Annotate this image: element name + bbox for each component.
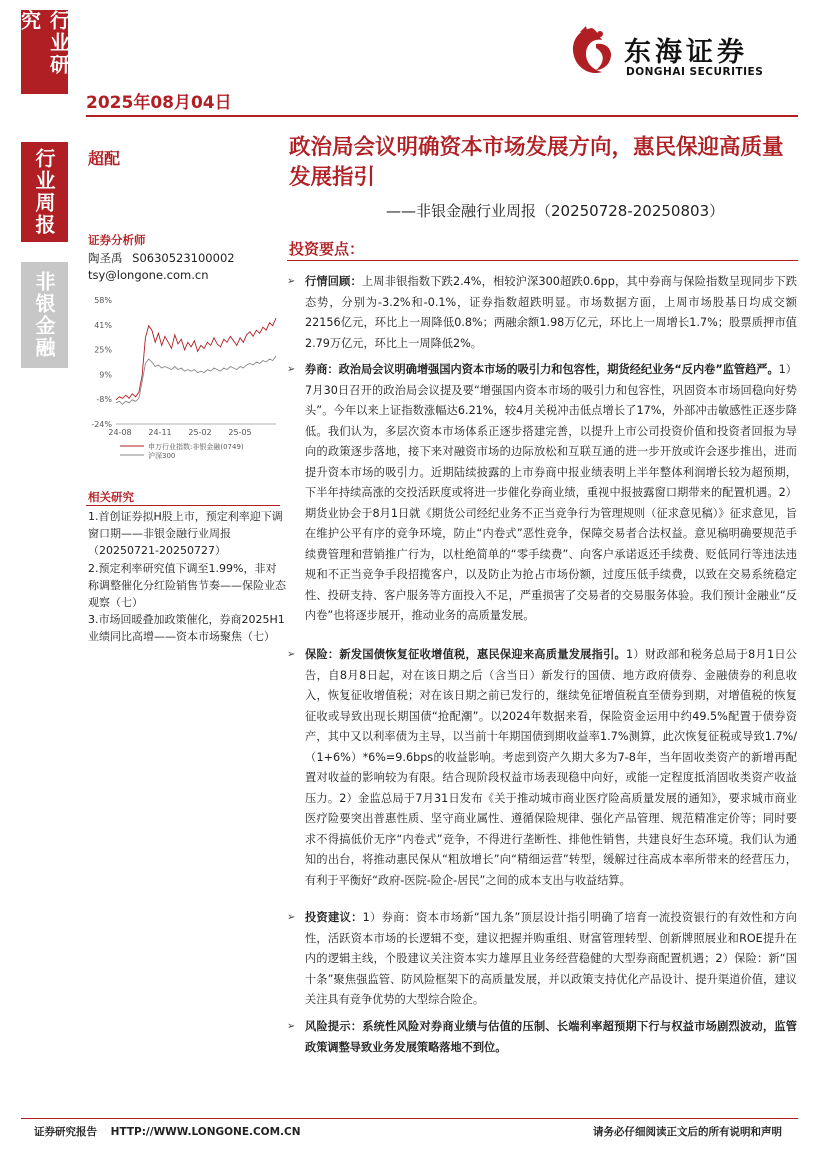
analyst-name-line bbox=[88, 250, 235, 266]
sidebar-tab-weekly: 行业周报 bbox=[21, 142, 68, 242]
company-logo bbox=[566, 24, 796, 84]
report-title: 政治局会议明确资本市场发展方向，惠民保迎高质量发展指引 bbox=[289, 135, 784, 190]
bullet-lead: 保险：新发国债恢复征收增值税，惠民保迎来高质量发展指引。 bbox=[305, 648, 627, 661]
bullet-lead: 行情回顾： bbox=[305, 275, 362, 288]
report-subtitle: ——非银金融行业周报（20250728-20250803） bbox=[386, 202, 725, 220]
performance-chart bbox=[86, 292, 280, 467]
y-tick-label: -8% bbox=[96, 395, 112, 405]
arrow-bullet-icon: ➢ bbox=[287, 649, 296, 660]
bullet-investment-advice bbox=[287, 908, 797, 1011]
arrow-bullet-icon: ➢ bbox=[287, 364, 296, 375]
chart-svg bbox=[86, 292, 280, 467]
series-line-1 bbox=[116, 318, 276, 400]
y-tick-label: 41% bbox=[94, 320, 112, 330]
arrow-bullet-icon: ➢ bbox=[287, 276, 296, 287]
logo-name-cn: 东海证券 bbox=[624, 37, 748, 68]
footer-left bbox=[34, 1124, 301, 1139]
bullet-lead: 券商：政治局会议明确增强国内资本市场的吸引力和包容性，期货经纪业务“反内卷”监管趋严。 bbox=[305, 363, 779, 376]
arrow-bullet-icon: ➢ bbox=[287, 1021, 296, 1032]
header-divider bbox=[86, 115, 798, 117]
related-item-3[interactable]: 3.市场回暖叠加政策催化，券商2025H1业绩同比高增——资本市场聚焦（七） bbox=[88, 613, 285, 644]
logo-name-en: DONGHAI SECURITIES bbox=[626, 66, 764, 78]
analyst-name: 陶圣禹 bbox=[88, 251, 123, 265]
analyst-email[interactable]: tsy@longone.com.cn bbox=[88, 268, 209, 282]
sidebar-tab-sector: 非银金融 bbox=[21, 262, 68, 368]
bullet-brokers bbox=[287, 360, 797, 627]
x-tick-label: 24-08 bbox=[108, 428, 132, 437]
x-tick-label: 24-11 bbox=[148, 428, 172, 437]
bullet-text: 1）券商：资本市场新“国九条”顶层设计指引明确了培育一流投资银行的有效性和方向性，活跃资本市场的长逻辑不变，建议把握并购重组、财富管理转型、创新牌照展业和ROE提升在内的逻辑主线，个股建议关注资本实力雄厚且业务经营稳健的大型券商配置机遇；2）保险：新“国十条”聚焦强监管、防风险框架下的高质量发展，并以政策支持优化产品设计、提升渠道价值，建议关注具有竞争优势的大型综合险企。 bbox=[305, 911, 797, 1006]
bullet-insurance bbox=[287, 645, 797, 891]
series-line-2 bbox=[116, 356, 276, 404]
bullet-text: 1）财政部和税务总局于8月1日公告，自8月8日起，对在该日期之后（含当日）新发行的国债、地方政府债券、金融债券的利息收入，恢复征收增值税；对在该日期之前已发行的，继续免征增值税直至债券到期，对增值税的恢复征收或导致出现长期国债“抢配潮”。以2024年数据来看，保险资金运用中约49.5%配置于债券资产，其中又以利率债为主导，以当前十年期国债到期收益率1.7%测算，此次恢复征税或导致1.7%/（1+6%）*6%=9.6bps的收益影响。考虑到资产久期大多为7-8年，当年固收类资产的新增再配置对收益的影响较为有限。结合现阶段权益市场表现稳中向好，或能一定程度抵消固收类资产收益压力。2）金监总局于7月31日发布《关于推动城市商业医疗险高质量发展的通知》，要求城市商业医疗险要突出普惠性质、坚守商业属性、遵循保险规律、强化产品管理、规范精准定价等；同时要求不得搞低价无序“内卷式”竞争，不得进行垄断性、排他性销售，共建良好生态环境。我们认为通知的出台，将推动惠民保从“粗放增长”向“精细运营”转型，缓解过往高成本率所带来的经营压力，有利于平衡好“政府-医院-险企-居民”之间的成本支出与收益结算。 bbox=[305, 648, 797, 887]
bullet-risk bbox=[287, 1017, 797, 1058]
x-tick-label: 25-05 bbox=[228, 428, 252, 437]
bullet-lead: 风险提示：系统性风险对券商业绩与估值的压制、长端利率超预期下行与权益市场剧烈波动，监管政策调整导致业务发展策略落地不到位。 bbox=[305, 1020, 797, 1054]
analyst-heading: 证券分析师 bbox=[88, 233, 146, 247]
related-item-1[interactable]: 1.首创证券拟H股上市，预定利率迎下调窗口期——非银金融行业周报（20250721-20250727） bbox=[88, 510, 283, 558]
bullet-text: 上周非银指数下跌2.4%，相较沪深300超跌0.6pp，其中券商与保险指数呈现同步下跌态势，分别为-3.2%和-0.1%，证券指数超跌明显。市场数据方面，上周市场股基日均成交额22156亿元，环比上一周降低0.8%；两融余额1.98万亿元，环比上一周增长1.7%；股票质押市值2.79万亿元，环比上一周降低2%。 bbox=[305, 275, 797, 350]
related-heading: 相关研究 bbox=[88, 490, 134, 504]
dragon-logo-icon bbox=[566, 24, 618, 80]
sidebar-tab-industry-research: 行业研究 bbox=[21, 10, 68, 94]
footer-label: 证券研究报告 bbox=[34, 1126, 97, 1138]
legend-label: 申万行业指数:非银金融(0749) bbox=[148, 443, 244, 451]
bullet-market-review bbox=[287, 272, 797, 354]
key-points-heading: 投资要点： bbox=[289, 240, 365, 258]
rating-label: 超配 bbox=[88, 149, 121, 168]
footer-divider bbox=[21, 1118, 798, 1119]
bullet-text: 1）7月30日召开的政治局会议提及要“增强国内资本市场的吸引力和包容性，巩固资本市场回稳向好势头”。今年以来上证指数涨幅达6.21%，较4月关税冲击低点增长了17%，外部冲击敏感性正逐步降低。我们认为，多层次资本市场体系正逐步搭建完善，以提升上市公司投资价值和投资者回报为导向的政策逐步落地，接下来对融资市场的边际放松和互联互通的进一步开放或许会逐步推出，进而提升资本市场的吸引力。近期陆续披露的上市券商中报业绩表明上半年整体利润增长较为超预期，下半年持续高涨的交投活跃度或将进一步催化券商业绩，重视中报披露窗口期带来的配置机遇。2）期货业协会于8月1日就《期货公司经纪业务不正当竞争行为管理规则（征求意见稿）》征求意见，旨在维护公平有序的竞争环境，防止“内卷式”恶性竞争，保障交易者合法权益。意见稿明确要规范手续费管理和营销推广行为，以杜绝简单的“零手续费”、向客户承诺返还手续费、贬低同行等违法违规和不正当竞争手段招揽客户，以及防止为抢占市场份额，过度压低手续费，以致在交易系统稳定性、投研支持、客户服务等方面投入不足，严重损害了交易者的交易服务体验。我们预计金融业“反内卷”也将逐步展开，推动业务的高质量发展。 bbox=[305, 363, 797, 622]
related-divider bbox=[86, 505, 280, 506]
related-item-2[interactable]: 2.预定利率研究值下调至1.99%，非对称调整催化分红险销售节奏——保险业态观察（七） bbox=[88, 561, 286, 610]
arrow-bullet-icon: ➢ bbox=[287, 912, 296, 923]
legend-label: 沪深300 bbox=[148, 452, 176, 460]
footer-url[interactable]: HTTP://WWW.LONGONE.COM.CN bbox=[110, 1126, 301, 1138]
y-tick-label: 58% bbox=[94, 296, 112, 305]
analyst-license: S0630523100002 bbox=[132, 251, 235, 265]
y-tick-label: -24% bbox=[91, 420, 112, 429]
key-points-divider bbox=[287, 260, 798, 261]
report-date: 2025年08月04日 bbox=[86, 93, 232, 113]
related-list bbox=[88, 508, 286, 646]
x-tick-label: 25-02 bbox=[188, 428, 212, 437]
y-tick-label: 9% bbox=[99, 370, 112, 380]
footer-disclaimer: 请务必仔细阅读正文后的所有说明和声明 bbox=[593, 1126, 782, 1138]
bullet-lead: 投资建议： bbox=[305, 911, 363, 924]
y-tick-label: 25% bbox=[94, 345, 112, 355]
